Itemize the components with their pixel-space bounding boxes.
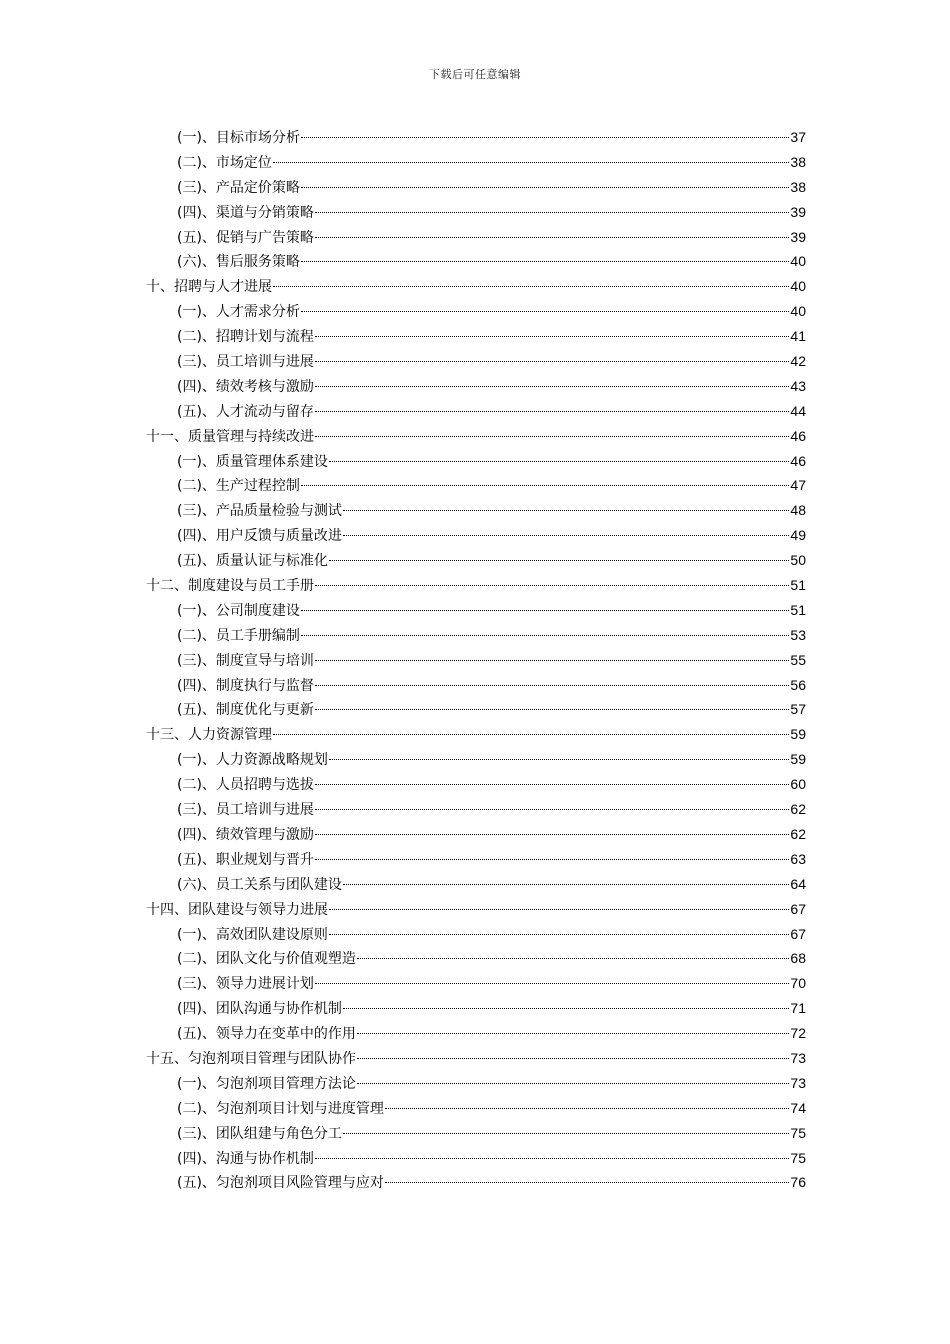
toc-page-number: 51: [790, 577, 806, 594]
toc-page-number: 72: [790, 1025, 806, 1042]
toc-dot-leader: [329, 759, 789, 760]
toc-page-number: 56: [790, 676, 806, 693]
toc-page-number: 51: [790, 601, 806, 618]
toc-page-number: 71: [790, 1000, 806, 1017]
toc-section-entry[interactable]: [146, 548, 806, 573]
toc-entry-title: (三)、领导力进展计划: [177, 976, 314, 993]
toc-entry-title: 十五、匀泡剂项目管理与团队协作: [146, 1050, 356, 1067]
toc-entry-title: (四)、绩效管理与激励: [177, 826, 314, 843]
toc-entry-title: 十二、制度建设与员工手册: [146, 578, 314, 595]
toc-page-number: 42: [790, 353, 806, 370]
toc-page-number: 39: [790, 228, 806, 245]
toc-dot-leader: [315, 361, 789, 362]
toc-entry-title: (四)、制度执行与监督: [177, 677, 314, 694]
toc-entry-title: (一)、目标市场分析: [177, 130, 300, 146]
toc-dot-leader: [329, 909, 789, 910]
toc-section-entry[interactable]: [146, 175, 806, 200]
toc-entry-title: (一)、质量管理体系建设: [177, 453, 328, 470]
toc-dot-leader: [315, 983, 789, 984]
toc-page-number: 48: [790, 502, 806, 519]
toc-page-number: 49: [790, 527, 806, 544]
toc-page-number: 46: [790, 427, 806, 444]
toc-dot-leader: [315, 237, 789, 238]
toc-chapter-entry[interactable]: [146, 897, 806, 922]
toc-page-number: 39: [790, 203, 806, 220]
toc-dot-leader: [301, 485, 789, 486]
toc-entry-title: (四)、团队沟通与协作机制: [177, 1001, 342, 1018]
toc-page-number: 47: [790, 477, 806, 494]
toc-page-number: 59: [790, 726, 806, 743]
toc-dot-leader: [315, 411, 789, 412]
toc-entry-title: (三)、制度宣导与培训: [177, 652, 314, 669]
toc-section-entry[interactable]: [146, 946, 806, 971]
toc-dot-leader: [301, 311, 789, 312]
toc-page-number: 73: [790, 1074, 806, 1091]
toc-dot-leader: [329, 461, 789, 462]
toc-dot-leader: [315, 709, 789, 710]
toc-page-number: 40: [790, 303, 806, 320]
toc-dot-leader: [357, 1033, 789, 1034]
toc-dot-leader: [273, 734, 789, 735]
toc-section-entry[interactable]: [146, 200, 806, 225]
toc-entry-title: (五)、人才流动与留存: [177, 403, 314, 420]
toc-dot-leader: [315, 809, 789, 810]
toc-chapter-entry[interactable]: [146, 274, 806, 299]
toc-dot-leader: [357, 1058, 789, 1059]
toc-section-entry[interactable]: [146, 872, 806, 897]
toc-dot-leader: [273, 162, 789, 163]
toc-page-number: 74: [790, 1099, 806, 1116]
toc-section-entry[interactable]: [146, 1021, 806, 1046]
toc-page-number: 53: [790, 626, 806, 643]
toc-dot-leader: [343, 535, 789, 536]
toc-entry-title: (一)、人力资源战略规划: [177, 752, 328, 769]
toc-entry-title: (五)、制度优化与更新: [177, 702, 314, 719]
toc-page-number: 43: [790, 377, 806, 394]
toc-entry-title: (六)、员工关系与团队建设: [177, 876, 342, 893]
toc-page-number: 55: [790, 651, 806, 668]
toc-section-entry[interactable]: [146, 324, 806, 349]
toc-entry-title: 十三、人力资源管理: [146, 727, 272, 744]
toc-section-entry[interactable]: [146, 697, 806, 722]
toc-section-entry[interactable]: [146, 1096, 806, 1121]
toc-section-entry[interactable]: [146, 1146, 806, 1171]
toc-page-number: 57: [790, 701, 806, 718]
toc-entry-title: (一)、高效团队建设原则: [177, 926, 328, 943]
toc-section-entry[interactable]: [146, 598, 806, 623]
toc-entry-title: (三)、产品定价策略: [177, 179, 300, 196]
toc-section-entry[interactable]: [146, 225, 806, 250]
toc-section-entry[interactable]: [146, 648, 806, 673]
toc-page-number: 38: [790, 153, 806, 170]
toc-page-number: 44: [790, 402, 806, 419]
toc-dot-leader: [385, 1182, 789, 1183]
toc-section-entry[interactable]: [146, 797, 806, 822]
toc-entry-title: (二)、匀泡剂项目计划与进度管理: [177, 1100, 384, 1117]
toc-section-entry[interactable]: [146, 822, 806, 847]
toc-page-number: 50: [790, 552, 806, 569]
toc-entry-title: (三)、员工培训与进展: [177, 354, 314, 371]
toc-page-number: 70: [790, 975, 806, 992]
toc-entry-title: (五)、促销与广告策略: [177, 229, 314, 246]
toc-page-number: 40: [790, 278, 806, 295]
toc-entry-title: (五)、领导力在变革中的作用: [177, 1026, 356, 1043]
toc-entry-title: (二)、市场定位: [177, 154, 272, 171]
toc-chapter-entry[interactable]: [146, 722, 806, 747]
toc-dot-leader: [315, 834, 789, 835]
toc-dot-leader: [315, 585, 789, 586]
toc-dot-leader: [315, 784, 789, 785]
toc-section-entry[interactable]: [146, 399, 806, 424]
toc-page-number: 64: [790, 875, 806, 892]
toc-entry-title: (三)、员工培训与进展: [177, 802, 314, 819]
toc-chapter-entry[interactable]: [146, 573, 806, 598]
toc-page-number: 60: [790, 776, 806, 793]
toc-section-entry[interactable]: [146, 150, 806, 175]
toc-section-entry[interactable]: [146, 847, 806, 872]
toc-page-number: 73: [790, 1049, 806, 1066]
toc-entry-title: 十四、团队建设与领导力进展: [146, 901, 328, 918]
toc-dot-leader: [343, 1008, 789, 1009]
toc-entry-title: (二)、招聘计划与流程: [177, 329, 314, 346]
toc-page-number: 63: [790, 850, 806, 867]
toc-section-entry[interactable]: [146, 349, 806, 374]
toc-page-number: 67: [790, 925, 806, 942]
toc-dot-leader: [329, 560, 789, 561]
toc-dot-leader: [357, 1083, 789, 1084]
toc-section-entry[interactable]: [146, 125, 806, 150]
toc-entry-title: (四)、绩效考核与激励: [177, 378, 314, 395]
toc-section-entry[interactable]: [146, 1121, 806, 1146]
toc-entry-title: (二)、生产过程控制: [177, 478, 300, 495]
toc-page-number: 75: [790, 1124, 806, 1141]
toc-dot-leader: [301, 187, 789, 188]
toc-dot-leader: [315, 336, 789, 337]
toc-entry-title: (六)、售后服务策略: [177, 254, 300, 271]
toc-dot-leader: [329, 934, 789, 935]
toc-dot-leader: [315, 436, 789, 437]
toc-entry-title: (二)、员工手册编制: [177, 627, 300, 644]
toc-section-entry[interactable]: [146, 249, 806, 274]
toc-dot-leader: [301, 261, 789, 262]
toc-entry-title: (四)、渠道与分销策略: [177, 204, 314, 221]
toc-section-entry[interactable]: [146, 1071, 806, 1096]
toc-entry-title: (五)、职业规划与晋升: [177, 851, 314, 868]
toc-page-number: 59: [790, 751, 806, 768]
toc-dot-leader: [315, 212, 789, 213]
toc-section-entry[interactable]: [146, 1170, 806, 1195]
toc-section-entry[interactable]: [146, 299, 806, 324]
toc-entry-title: 十、招聘与人才进展: [146, 279, 272, 296]
toc-section-entry[interactable]: [146, 473, 806, 498]
toc-section-entry[interactable]: [146, 922, 806, 947]
page-header: 下载后可任意编辑: [429, 68, 521, 81]
toc-page-number: 76: [790, 1174, 806, 1191]
toc-dot-leader: [301, 610, 789, 611]
toc-dot-leader: [315, 1158, 789, 1159]
toc-entry-title: (二)、人员招聘与选拔: [177, 777, 314, 794]
toc-dot-leader: [343, 884, 789, 885]
toc-page-number: 62: [790, 801, 806, 818]
toc-dot-leader: [343, 1133, 789, 1134]
toc-page-number: 46: [790, 452, 806, 469]
toc-page-number: 40: [790, 253, 806, 270]
toc-section-entry[interactable]: [146, 996, 806, 1021]
toc-entry-title: (二)、团队文化与价值观塑造: [177, 951, 356, 968]
toc-section-entry[interactable]: [146, 772, 806, 797]
toc-section-entry[interactable]: [146, 523, 806, 548]
toc-page-number: 75: [790, 1149, 806, 1166]
toc-entry-title: (一)、匀泡剂项目管理方法论: [177, 1075, 356, 1092]
toc-page-number: 62: [790, 825, 806, 842]
toc-section-entry[interactable]: [146, 374, 806, 399]
toc-dot-leader: [315, 386, 789, 387]
toc-dot-leader: [315, 685, 789, 686]
toc-section-entry[interactable]: [146, 449, 806, 474]
toc-dot-leader: [343, 510, 789, 511]
toc-section-entry[interactable]: [146, 971, 806, 996]
toc-entry-title: (一)、公司制度建设: [177, 602, 300, 619]
toc-entry-title: (五)、质量认证与标准化: [177, 553, 328, 570]
toc-page-number: 68: [790, 950, 806, 967]
toc-dot-leader: [315, 660, 789, 661]
toc-page-number: 41: [790, 328, 806, 345]
toc-dot-leader: [301, 635, 789, 636]
toc-dot-leader: [301, 137, 789, 138]
toc-page-number: 37: [790, 129, 806, 145]
toc-entry-title: (四)、沟通与协作机制: [177, 1150, 314, 1167]
toc-dot-leader: [315, 859, 789, 860]
toc-section-entry[interactable]: [146, 747, 806, 772]
toc-dot-leader: [357, 958, 789, 959]
toc-section-entry[interactable]: [146, 673, 806, 698]
toc-entry-title: (三)、产品质量检验与测试: [177, 503, 342, 520]
toc-section-entry[interactable]: [146, 623, 806, 648]
toc-entry-title: (五)、匀泡剂项目风险管理与应对: [177, 1175, 384, 1192]
toc-section-entry[interactable]: [146, 498, 806, 523]
toc-chapter-entry[interactable]: [146, 1046, 806, 1071]
toc-entry-title: (三)、团队组建与角色分工: [177, 1125, 342, 1142]
toc-page-number: 38: [790, 178, 806, 195]
toc-entry-title: (四)、用户反馈与质量改进: [177, 528, 342, 545]
toc-dot-leader: [273, 286, 789, 287]
table-of-contents: [146, 125, 806, 1195]
toc-entry-title: 十一、质量管理与持续改进: [146, 428, 314, 445]
toc-dot-leader: [385, 1108, 789, 1109]
toc-page-number: 67: [790, 900, 806, 917]
toc-chapter-entry[interactable]: [146, 424, 806, 449]
toc-entry-title: (一)、人才需求分析: [177, 304, 300, 321]
